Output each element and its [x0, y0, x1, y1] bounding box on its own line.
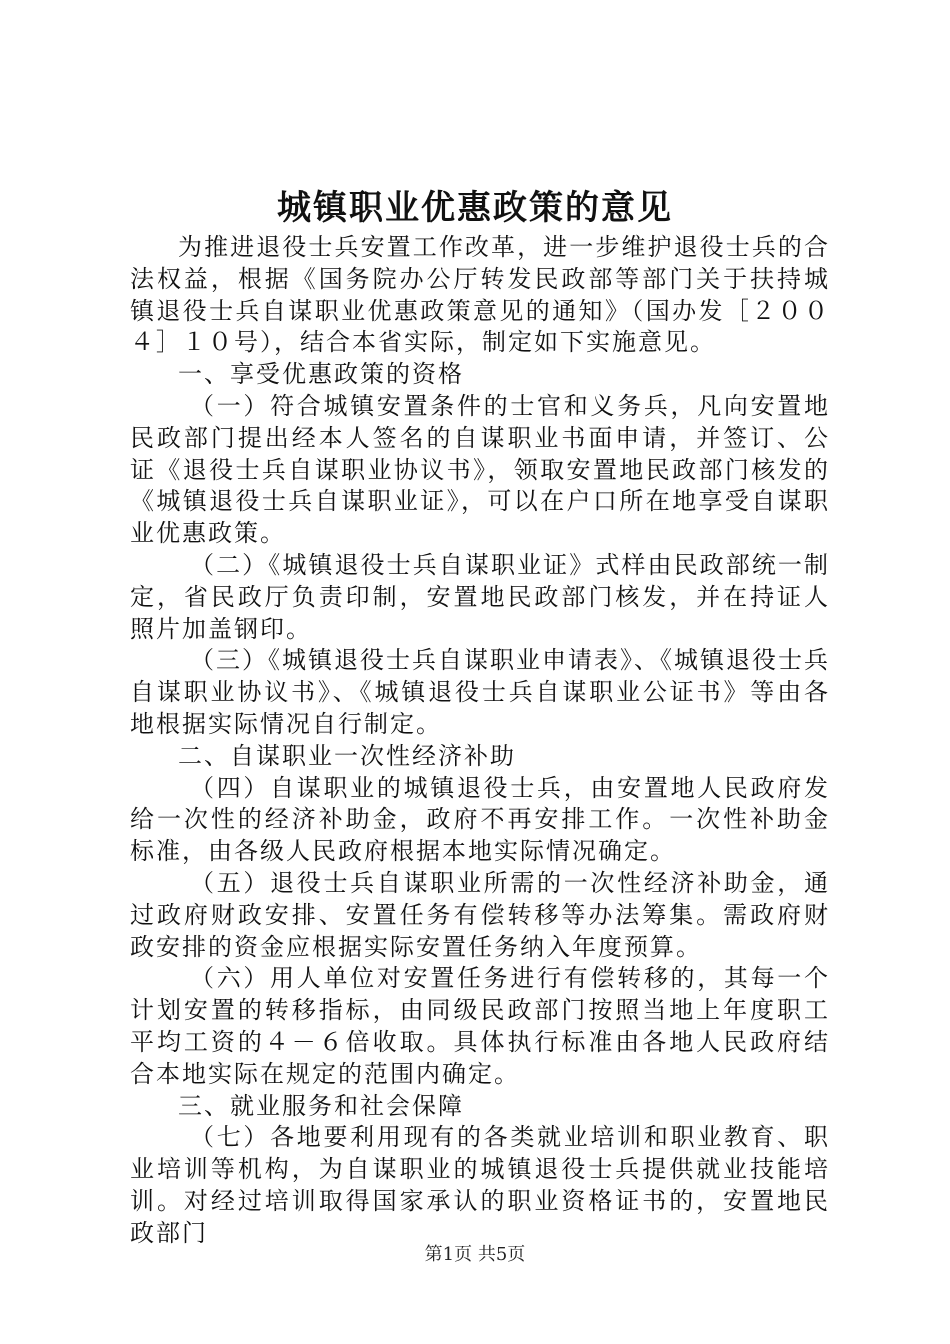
clause-1: （一）符合城镇安置条件的士官和义务兵，凡向安置地民政部门提出经本人签名的自谋职业书面申请，并签订、公证《退役士兵自谋职业协议书》，领取安置地民政部门核发的《城镇退役士兵自谋职业证》，可以在户口所在地享受自谋职业优惠政策。 [130, 391, 830, 548]
clause-3: （三）《城镇退役士兵自谋职业申请表》、《城镇退役士兵自谋职业协议书》、《城镇退役士兵自谋职业公证书》等由各地根据实际情况自行制定。 [130, 646, 830, 738]
intro-paragraph: 为推进退役士兵安置工作改革，进一步维护退役士兵的合法权益，根据《国务院办公厅转发民政部等部门关于扶持城镇退役士兵自谋职业优惠政策意见的通知》（国办发［２００４］１０号），结合本省实际，制定如下实施意见。 [130, 233, 830, 357]
clause-5: （五）退役士兵自谋职业所需的一次性经济补助金，通过政府财政安排、安置任务有偿转移等办法筹集。需政府财政安排的资金应根据实际安置任务纳入年度预算。 [130, 868, 830, 961]
clause-2: （二）《城镇退役士兵自谋职业证》式样由民政部统一制定，省民政厅负责印制，安置地民政部门核发，并在持证人照片加盖钢印。 [130, 550, 830, 643]
clause-4: （四）自谋职业的城镇退役士兵，由安置地人民政府发给一次性的经济补助金，政府不再安排工作。一次性补助金标准，由各级人民政府根据本地实际情况确定。 [130, 773, 830, 866]
section-heading-2: 二、自谋职业一次性经济补助 [178, 741, 516, 770]
page-footer: 第1页 共5页 [424, 1244, 526, 1265]
section-heading-1: 一、享受优惠政策的资格 [178, 360, 464, 389]
section-heading-3: 三、就业服务和社会保障 [178, 1091, 464, 1120]
clause-6: （六）用人单位对安置任务进行有偿转移的，其每一个计划安置的转移指标，由同级民政部门按照当地上年度职工平均工资的４－６倍收取。具体执行标准由各地人民政府结合本地实际在规定的范围内确定。 [130, 964, 830, 1088]
clause-7: （七）各地要利用现有的各类就业培训和职业教育、职业培训等机构，为自谋职业的城镇退役士兵提供就业技能培训。对经过培训取得国家承认的职业资格证书的，安置地民政部门 [130, 1123, 830, 1247]
document-body [130, 232, 830, 1250]
document-title: 城镇职业优惠政策的意见 [277, 188, 673, 228]
